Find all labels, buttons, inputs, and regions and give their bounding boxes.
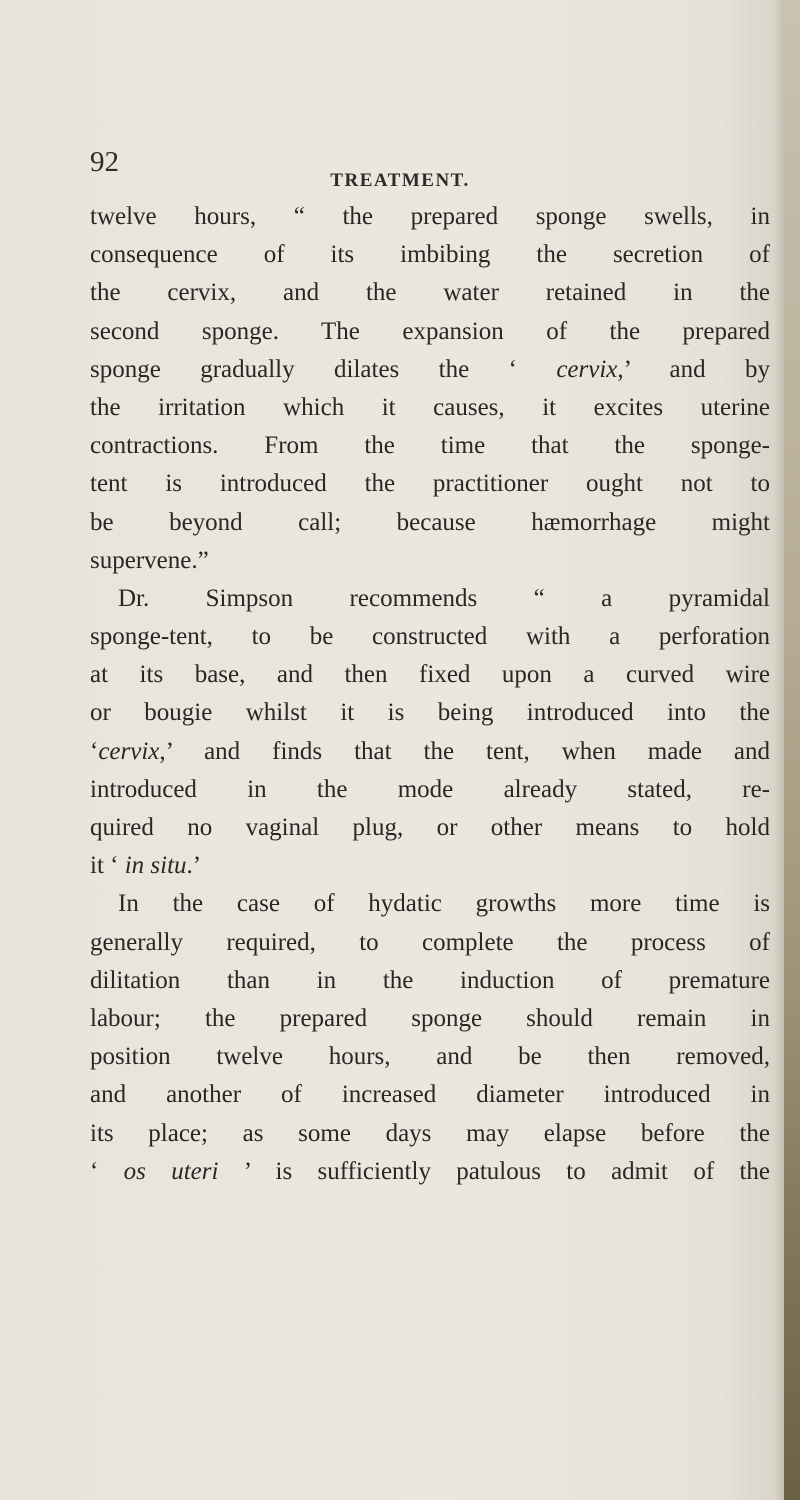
text-line: introduced in the mode already stated, re- xyxy=(90,775,770,803)
italic-term: in situ xyxy=(124,852,187,880)
text-line: supervene.” xyxy=(90,546,209,574)
text-line: position twelve hours, and be then removed, xyxy=(90,1043,770,1071)
text-line: or bougie whilst it is being introduced into the xyxy=(90,699,770,727)
text-line: its place; as some days may elapse before the xyxy=(90,1119,770,1147)
page-gutter-shadow xyxy=(774,0,784,1500)
text-line: quired no vaginal plug, or other means to hold xyxy=(90,814,770,841)
page-edge xyxy=(784,0,800,1500)
text-line-paragraph-start: Dr. Simpson recommends “ a pyramidal xyxy=(118,584,770,612)
page-number: 92 xyxy=(90,146,119,178)
text-line: sponge-tent, to be constructed with a perforation xyxy=(90,623,770,651)
text-line: the irritation which it causes, it excites uterine xyxy=(90,393,770,421)
running-head: TREATMENT. xyxy=(330,170,470,191)
italic-term: cervix xyxy=(556,355,618,383)
text-line: consequence of its imbibing the secretion of xyxy=(90,241,770,269)
text-line: tent is introduced the practitioner ought not to xyxy=(90,470,770,498)
body-text xyxy=(90,198,770,1191)
text-line: labour; the prepared sponge should remain in xyxy=(90,1004,770,1032)
text-line-paragraph-start: In the case of hydatic growths more time is xyxy=(118,890,770,918)
text-line: ‘cervix,’ and finds that the tent, when made and xyxy=(90,737,770,765)
text-line: the cervix, and the water retained in the xyxy=(90,279,770,307)
italic-term: cervix xyxy=(98,737,160,765)
text-line: twelve hours, “ the prepared sponge swells, in xyxy=(90,203,770,230)
text-line: ‘ os uteri ’ is sufficiently patulous to admit of the xyxy=(90,1157,771,1185)
text-line: it ‘ in situ.’ xyxy=(90,852,202,880)
text-line: second sponge. The expansion of the prepared xyxy=(90,317,770,345)
text-line: dilitation than in the induction of premature xyxy=(90,966,770,994)
text-line: at its base, and then fixed upon a curved wire xyxy=(90,661,770,689)
italic-term: os uteri xyxy=(123,1157,219,1185)
text-line: contractions. From the time that the sponge- xyxy=(90,432,770,460)
text-line: sponge gradually dilates the ‘ cervix,’ and by xyxy=(90,355,770,383)
text-line: be beyond call; because hæmorrhage might xyxy=(90,508,770,536)
text-line: generally required, to complete the process of xyxy=(90,928,770,956)
text-line: and another of increased diameter introduced in xyxy=(90,1081,770,1109)
